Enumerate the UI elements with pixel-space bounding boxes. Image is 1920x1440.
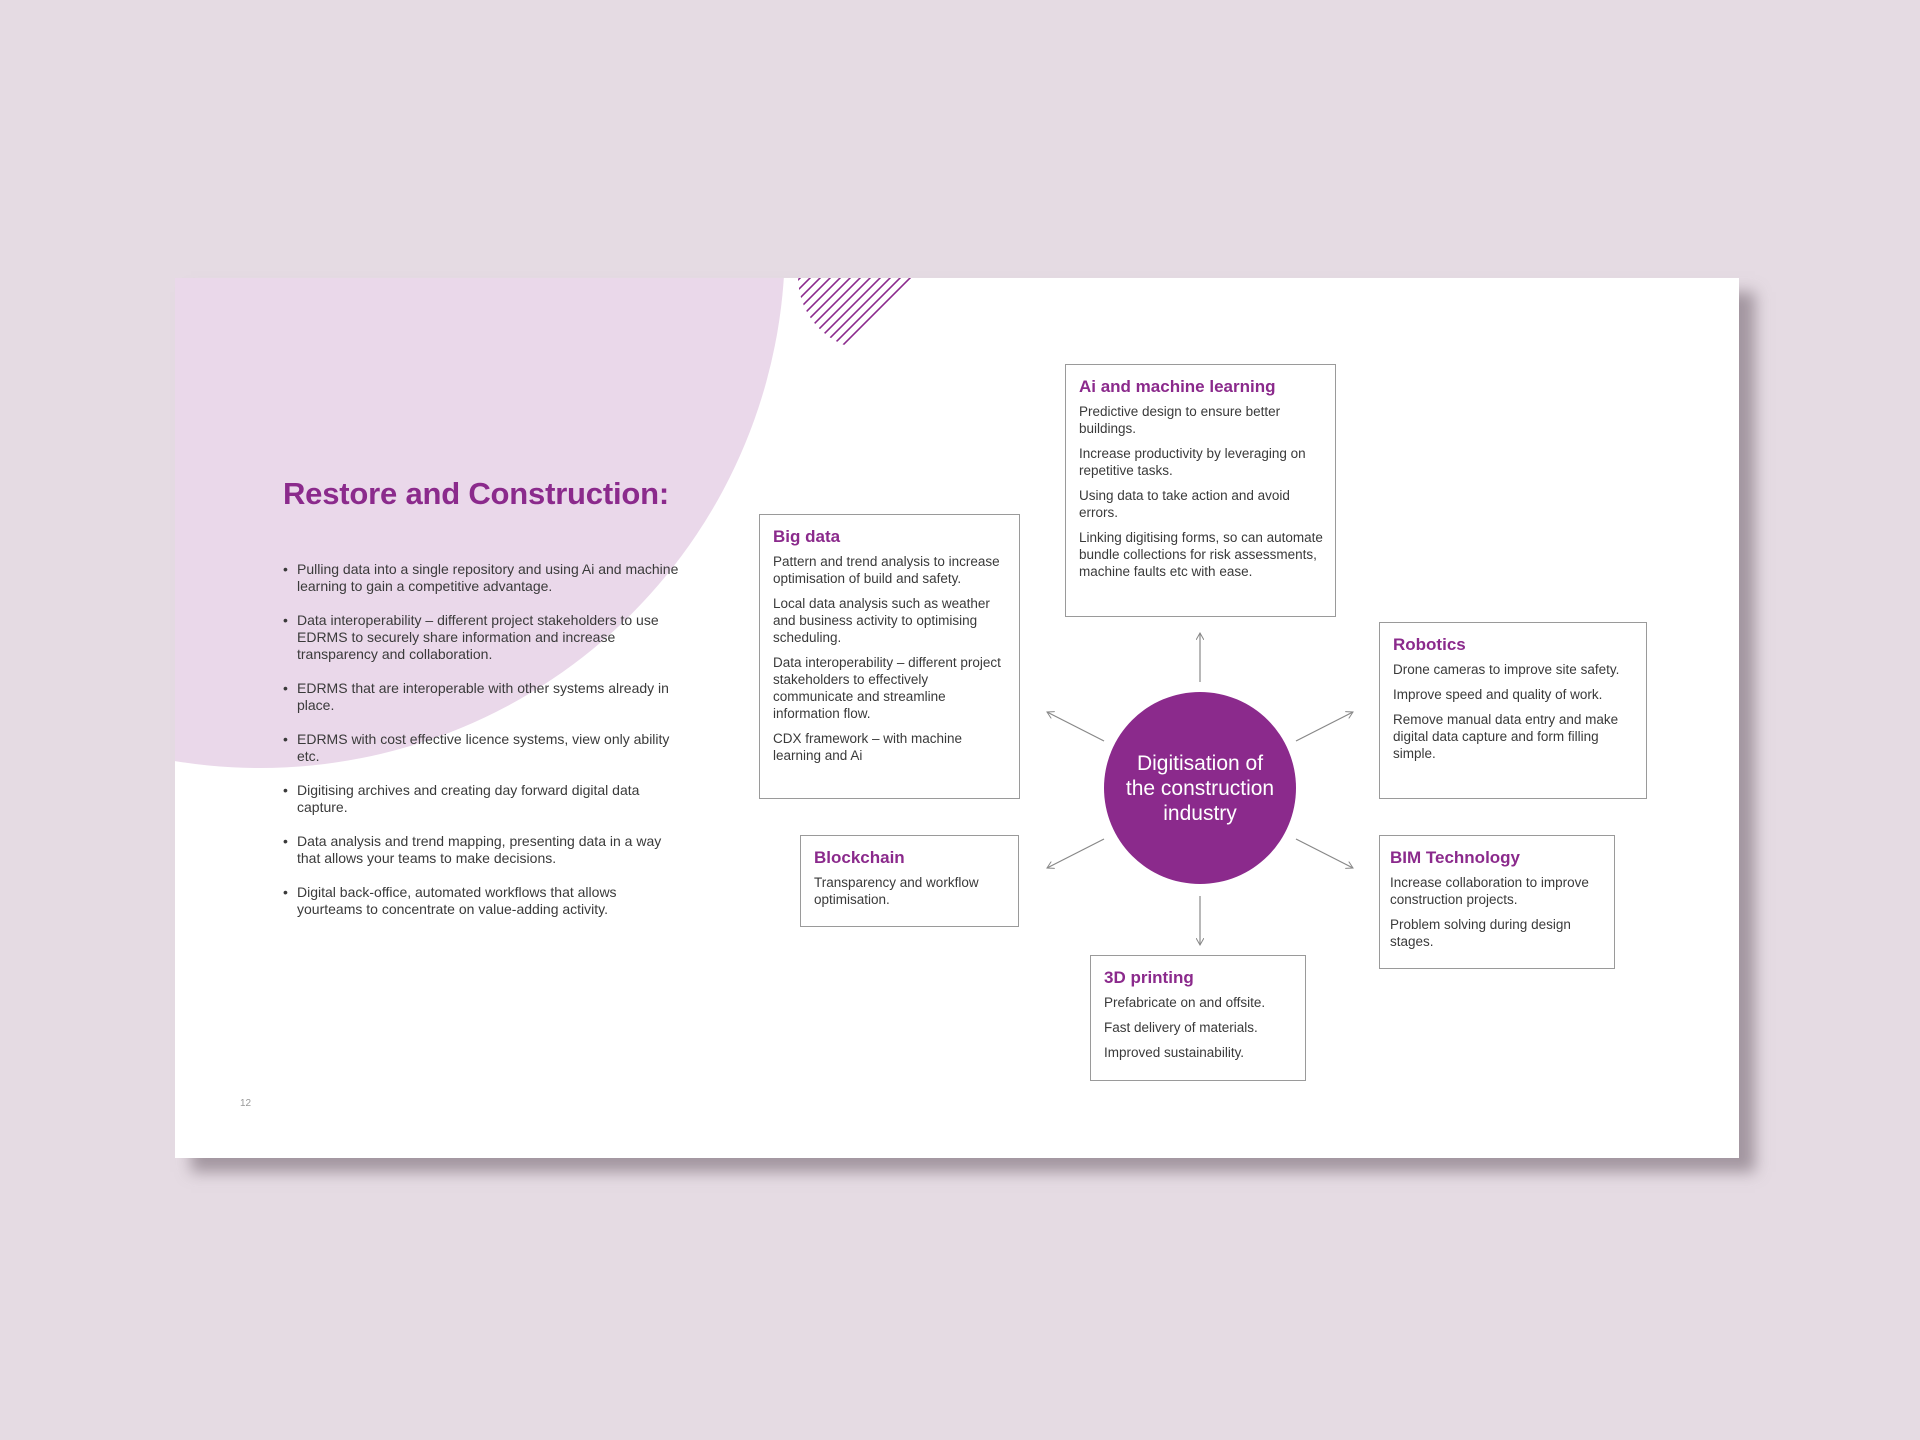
box-heading: Blockchain (814, 848, 905, 867)
list-item: • Data analysis and trend mapping, presenting data in a way that allows your teams to make decisions. (283, 833, 683, 867)
box-item: Problem solving during design stages. (1390, 917, 1571, 949)
list-item: • EDRMS with cost effective licence systems, view only ability etc. (283, 731, 683, 765)
arrow-upper-right (1296, 712, 1353, 741)
box-heading: Robotics (1393, 635, 1466, 654)
list-item: • Data interoperability – different project stakeholders to use EDRMS to securely share information and increase transparency and collaboration. (283, 612, 683, 663)
box-heading: BIM Technology (1390, 848, 1521, 867)
box-item: Linking digitising forms, so can automate bundle collections for risk assessments, machine faults etc with ease. (1079, 530, 1323, 579)
list-item: • Pulling data into a single repository and using Ai and machine learning to gain a competitive advantage. (283, 561, 683, 595)
page-title: Restore and Construction: (283, 476, 669, 511)
center-circle (1104, 692, 1296, 884)
arrow-lower-right (1296, 839, 1353, 868)
arrow-lower-left (1047, 839, 1104, 868)
list-item: • Digitising archives and creating day forward digital data capture. (283, 782, 683, 816)
box-ai-machine-learning (1065, 364, 1336, 617)
box-item: Using data to take action and avoid errors. (1079, 488, 1290, 520)
page-number: 12 (240, 1098, 252, 1109)
hatched-semicircle-decoration (798, 278, 944, 350)
box-robotics (1379, 622, 1647, 799)
box-item: Data interoperability – different project stakeholders to effectively communicate and streamline information flow. (773, 655, 1001, 721)
center-label: Digitisation of the construction industry (1125, 751, 1275, 825)
box-item: CDX framework – with machine learning and Ai (773, 731, 963, 763)
box-item: Fast delivery of materials. (1104, 1020, 1258, 1035)
box-heading: 3D printing (1104, 968, 1194, 987)
box-item: Pattern and trend analysis to increase optimisation of build and safety. (773, 554, 1000, 586)
box-item: Remove manual data entry and make digital data capture and form filling simple. (1393, 712, 1619, 761)
box-heading: Ai and machine learning (1079, 377, 1276, 396)
box-item: Transparency and workflow optimisation. (814, 875, 979, 907)
box-blockchain (800, 835, 1019, 927)
box-item: Increase productivity by leveraging on repetitive tasks. (1079, 446, 1306, 478)
box-heading: Big data (773, 527, 841, 546)
box-bim-technology (1379, 835, 1615, 969)
box-item: Improve speed and quality of work. (1393, 687, 1603, 702)
arrow-upper-left (1047, 712, 1104, 741)
list-item: • Digital back-office, automated workflows that allows yourteams to concentrate on value-adding activity. (283, 884, 683, 918)
bullet-list (283, 561, 683, 935)
box-big-data (759, 514, 1020, 799)
box-item: Local data analysis such as weather and business activity to optimising scheduling. (773, 596, 990, 645)
document-page (175, 278, 1739, 1158)
box-3d-printing (1090, 955, 1306, 1081)
box-item: Predictive design to ensure better buildings. (1079, 404, 1281, 436)
box-item: Drone cameras to improve site safety. (1393, 662, 1620, 677)
box-item: Improved sustainability. (1104, 1045, 1245, 1060)
box-item: Increase collaboration to improve construction projects. (1390, 875, 1589, 907)
box-item: Prefabricate on and offsite. (1104, 995, 1266, 1010)
list-item: • EDRMS that are interoperable with other systems already in place. (283, 680, 683, 714)
